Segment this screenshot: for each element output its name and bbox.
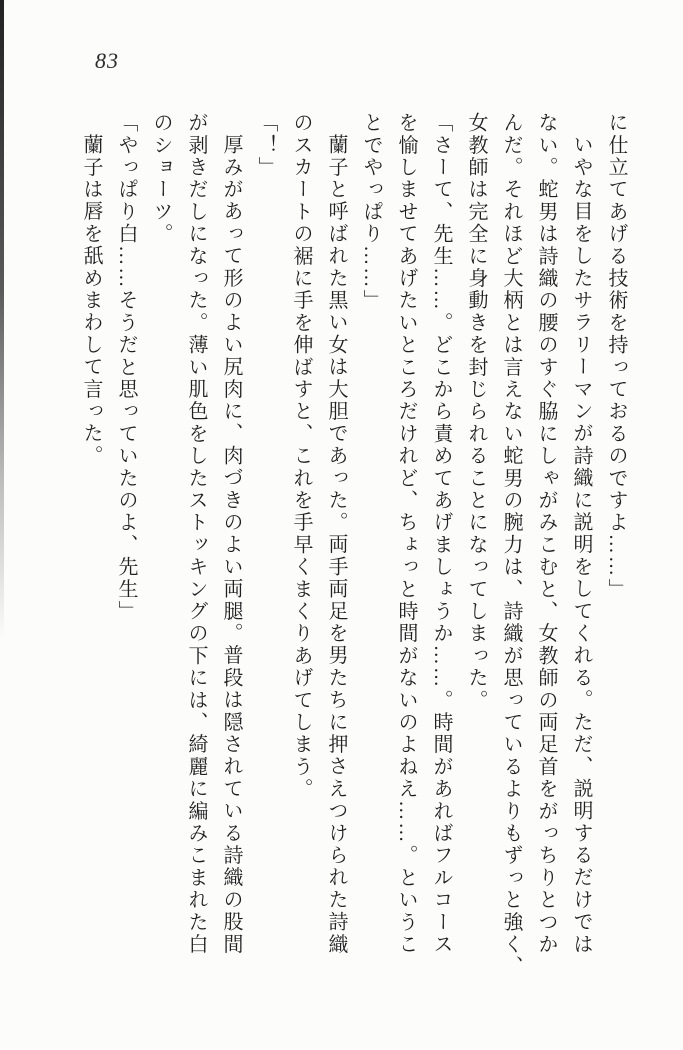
text-column: が剥きだしになった。薄い肌色をしたストッキングの下には、綺麗に編みこまれた白 (185, 112, 207, 956)
text-column: のスカートの裾に手を伸ばすと、これを手早くまくりあげてしまう。 (290, 112, 312, 801)
text-column: 「さーて、先生……。どこから責めてあげましょうか……。時間があればフルコース (430, 112, 452, 956)
text-column: 蘭子と呼ばれた黒い女は大胆であった。両手両足を男たちに押さえつけられた詩織 (325, 134, 347, 956)
text-column: いやな目をしたサラリーマンが詩織に説明をしてくれる。ただ、説明するだけでは (570, 134, 592, 956)
text-column: 蘭子は唇を舐めまわして言った。 (80, 134, 102, 467)
vertical-text-block (73, 112, 633, 984)
scan-edge-artifact (0, 0, 4, 640)
text-column: んだ。それほど大柄とは言えない蛇男の腕力は、詩織が思っているよりもずっと強く、 (500, 112, 522, 978)
text-column: 「！」 (255, 112, 277, 179)
page-number: 83 (95, 48, 119, 73)
text-column: を愉しませてあげたいところだけれど、ちょっと時間がないのよねえ……。というこ (395, 112, 417, 956)
text-column: 女教師は完全に身動きを封じられることになってしまった。 (465, 112, 487, 712)
text-column: に仕立てあげる技術を持っておるのですよ……」 (605, 112, 627, 601)
text-column: 「やっぱり白……そうだと思っていたのよ、先生」 (115, 112, 137, 623)
text-column: 厚みがあって形のよい尻肉に、肉づきのよい両腿。普段は隠されている詩織の股間 (220, 134, 242, 956)
text-column: ない。蛇男は詩織の腰のすぐ脇にしゃがみこむと、女教師の両足首をがっちりとつか (535, 112, 557, 956)
text-column: のショーツ。 (150, 112, 172, 246)
text-column: とでやっぱり……」 (360, 112, 382, 312)
